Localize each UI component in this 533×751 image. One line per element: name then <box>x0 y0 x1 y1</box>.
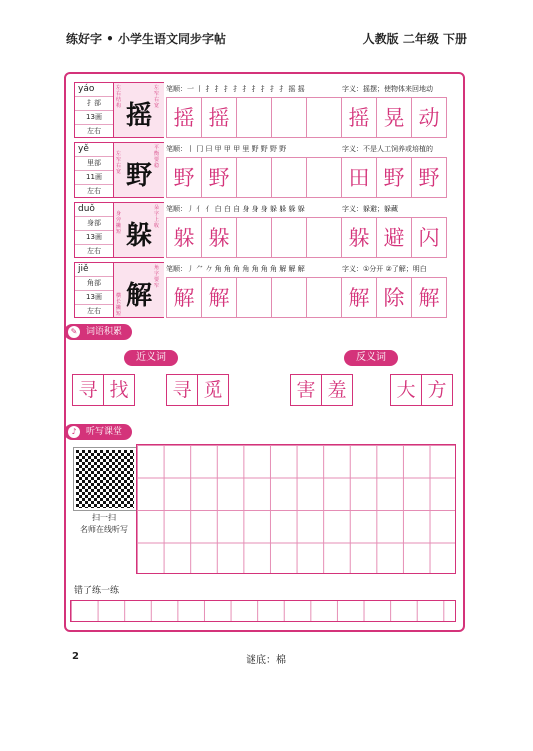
model-char <box>114 262 164 318</box>
practice-cell[interactable]: 晃 <box>376 97 412 138</box>
practice-cell[interactable]: 解 <box>201 277 237 318</box>
scan-text: 扫一扫 <box>92 513 116 522</box>
structure: 左右 <box>87 247 101 255</box>
mistake-practice-row[interactable] <box>70 600 456 622</box>
page-header <box>0 0 533 60</box>
practice-cell[interactable]: 摇 <box>166 97 202 138</box>
char-row <box>74 82 457 142</box>
char-glyph: 摇 <box>126 101 153 131</box>
stroke-order: 笔顺：丨 冂 曰 甲 甲 甲 里 野 野 野 野 <box>166 145 287 153</box>
tip: 横长撇短 <box>116 293 122 317</box>
stroke-count: 13画 <box>75 291 113 305</box>
tip: 平衡要稳 <box>154 145 160 169</box>
radical: 身部 <box>75 217 113 231</box>
char-info <box>74 82 114 138</box>
word-cell: 觅 <box>197 374 229 406</box>
mistake-label: 错了练一练 <box>74 586 120 596</box>
teacher-text: 名师在线听写 <box>80 525 128 534</box>
practice-cells <box>166 157 446 198</box>
chat-icon: ✎ <box>68 326 80 338</box>
synonym-word <box>166 374 228 406</box>
antonym-word <box>390 374 452 406</box>
char-row <box>74 142 457 202</box>
word-cell: 找 <box>103 374 135 406</box>
char-info <box>74 142 114 198</box>
practice-cell[interactable]: 动 <box>411 97 447 138</box>
vocab-title: 词语积累 <box>86 327 123 337</box>
stroke-order: 笔顺：丿 ⺈ 𠂊 角 角 角 角 角 角 角 解 解 解 <box>166 265 305 273</box>
practice-cell[interactable]: 田 <box>341 157 377 198</box>
stroke-order: 笔顺：丿 亻 亻 白 白 自 身 身 身 躲 躲 躲 躲 <box>166 205 305 213</box>
practice-cell[interactable]: 避 <box>376 217 412 258</box>
word-cell: 寻 <box>72 374 104 406</box>
pinyin: duǒ <box>75 203 113 217</box>
stroke-count: 13画 <box>75 111 113 125</box>
practice-cell[interactable]: 躲 <box>341 217 377 258</box>
word-cell: 方 <box>421 374 453 406</box>
word-cell: 寻 <box>166 374 198 406</box>
model-char <box>114 142 164 198</box>
practice-cell[interactable] <box>271 97 307 138</box>
dictation-grid[interactable] <box>136 444 456 574</box>
stroke-count: 13画 <box>75 231 113 245</box>
practice-cell[interactable]: 野 <box>166 157 202 198</box>
meaning: 字义：摇摆；使物体来回地动 <box>342 85 433 93</box>
model-char <box>114 82 164 138</box>
practice-cell[interactable]: 野 <box>201 157 237 198</box>
stroke-order: 笔顺：一 丨 扌 扌 扌 扌 扌 扌 扌 扌 扌 摇 摇 <box>166 85 305 93</box>
word-cell: 害 <box>290 374 322 406</box>
practice-cells <box>166 97 446 138</box>
practice-cell[interactable]: 躲 <box>201 217 237 258</box>
practice-cell[interactable] <box>271 157 307 198</box>
practice-cell[interactable] <box>236 277 272 318</box>
tip: 左窄右宽 <box>116 151 122 175</box>
practice-cell[interactable]: 解 <box>411 277 447 318</box>
antonym-label: 反义词 <box>344 350 398 366</box>
edition-label: 人教版 二年级 下册 <box>362 32 467 46</box>
practice-cell[interactable]: 野 <box>411 157 447 198</box>
practice-cell[interactable]: 野 <box>376 157 412 198</box>
meaning: 字义：不是人工饲养或培植的 <box>342 145 433 153</box>
char-row <box>74 262 457 322</box>
char-glyph: 躲 <box>126 221 153 251</box>
model-char <box>114 202 164 258</box>
structure: 左右 <box>87 127 101 135</box>
ear-icon: ♪ <box>68 426 80 438</box>
practice-cell[interactable] <box>306 97 342 138</box>
practice-cells <box>166 277 446 318</box>
meaning: 字义：躲避；躲藏 <box>342 205 398 213</box>
tip: 角字要窄 <box>154 265 160 289</box>
dictation-section-header <box>64 424 132 440</box>
practice-cell[interactable] <box>306 157 342 198</box>
vocab-section-header <box>64 324 132 340</box>
radical: 角部 <box>75 277 113 291</box>
meaning: 字义：①分开 ②了解；明白 <box>342 265 427 273</box>
word-cell: 羞 <box>321 374 353 406</box>
char-glyph: 野 <box>126 161 153 191</box>
antonym-word <box>290 374 352 406</box>
structure: 左右 <box>87 307 101 315</box>
practice-cell[interactable]: 解 <box>166 277 202 318</box>
practice-cell[interactable]: 摇 <box>201 97 237 138</box>
tip: 身旁撇短 <box>116 211 122 235</box>
pinyin: yáo <box>75 83 113 97</box>
dictation-title: 听写课堂 <box>86 427 123 437</box>
qr-code[interactable] <box>74 448 136 510</box>
stroke-count: 11画 <box>75 171 113 185</box>
practice-cell[interactable] <box>306 277 342 318</box>
radical: 扌部 <box>75 97 113 111</box>
practice-cell[interactable] <box>236 97 272 138</box>
char-info <box>74 202 114 258</box>
tip: 朵字上收 <box>154 205 160 229</box>
practice-cell[interactable] <box>271 277 307 318</box>
practice-cell[interactable]: 除 <box>376 277 412 318</box>
tip: 左窄右宽 <box>154 85 160 109</box>
pinyin: jiě <box>75 263 113 277</box>
structure: 左右 <box>87 187 101 195</box>
char-row <box>74 202 457 262</box>
tip: 左右结构 <box>116 85 122 109</box>
practice-cell[interactable]: 解 <box>341 277 377 318</box>
riddle-answer: 谜底：棉 <box>246 655 286 666</box>
word-cell: 大 <box>390 374 422 406</box>
practice-cell[interactable] <box>271 217 307 258</box>
practice-cells <box>166 217 446 258</box>
practice-cell[interactable] <box>306 217 342 258</box>
page-number: 2 <box>72 651 79 662</box>
char-glyph: 解 <box>126 281 153 311</box>
practice-cell[interactable]: 闪 <box>411 217 447 258</box>
synonym-word <box>72 374 134 406</box>
radical: 里部 <box>75 157 113 171</box>
pinyin: yě <box>75 143 113 157</box>
scan-caption <box>74 512 134 536</box>
practice-cell[interactable]: 躲 <box>166 217 202 258</box>
practice-cell[interactable]: 摇 <box>341 97 377 138</box>
char-info <box>74 262 114 318</box>
synonym-label: 近义词 <box>124 350 178 366</box>
practice-cell[interactable] <box>236 217 272 258</box>
practice-cell[interactable] <box>236 157 272 198</box>
book-title: 练好字 • 小学生语文同步字帖 <box>66 32 227 46</box>
